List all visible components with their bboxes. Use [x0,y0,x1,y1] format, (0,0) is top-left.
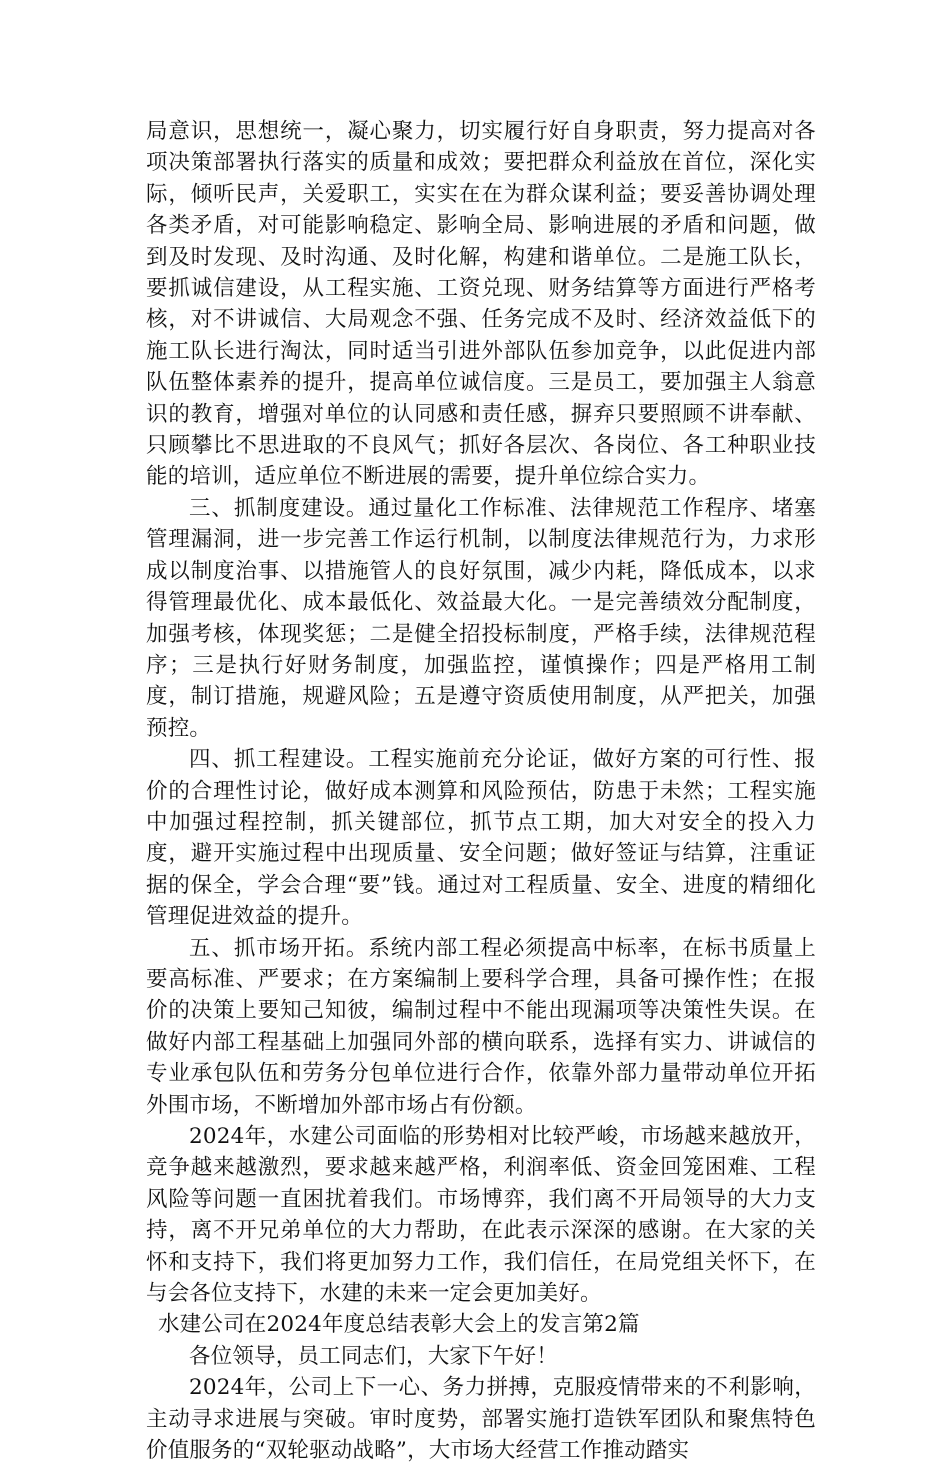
paragraph-2024-review: 2024年，公司上下一心、务力拼搏，克服疫情带来的不利影响，主动寻求进展与突破。审时度势，部署实施打造铁军团队和聚焦特色价值服务的“双轮驱动战略”，大市场大经营工作推动踏实 [146,1375,816,1464]
paragraph-greeting: 各位领导，员工同志们，大家下午好！ [189,1343,558,1369]
paragraph-2024-outlook: 2024年，水建公司面临的形势相对比较严峻，市场越来越放开，竞争越来越激烈，要求越来越严格，利润率低、资金回笼困难、工程风险等问题一直困扰着我们。市场博弈，我们离不开局领导的大力支持，离不开兄弟单位的大力帮助，在此表示深深的感谢。在大家的关怀和支持下，我们将更加努力工作，我们信任，在局党组关怀下，在与会各位支持下，水建的未来一定会更加美好。 [146,1124,816,1307]
document-body [146,116,816,1466]
section-heading: 水建公司在2024年度总结表彰大会上的发言第2篇 [158,1312,640,1338]
paragraph-engineering-building: 四、抓工程建设。工程实施前充分论证，做好方案的可行性、报价的合理性讨论，做好成本测算和风险预估，防患于未然；工程实施中加强过程控制，抓关键部位，抓节点工期，加大对安全的投入力度，避开实施过程中出现质量、安全问题；做好签证与结算，注重证据的保全，学会合理“要”钱。通过对工程质量、安全、进度的精细化管理促进效益的提升。 [146,747,816,930]
paragraph-market-expansion: 五、抓市场开拓。系统内部工程必须提高中标率，在标书质量上要高标准、严要求；在方案编制上要科学合理，具备可操作性；在报价的决策上要知己知彼，编制过程中不能出现漏项等决策性失误。在做好内部工程基础上加强同外部的横向联系，选择有实力、讲诚信的专业承包队伍和劳务分包单位进行合作，依靠外部力量带动单位开拓外围市场，不断增加外部市场占有份额。 [146,935,816,1118]
paragraph-continuation: 局意识，思想统一，凝心聚力，切实履行好自身职责，努力提高对各项决策部署执行落实的质量和成效；要把群众利益放在首位，深化实际，倾听民声，关爱职工，实实在在为群众谋利益；要妥善协调处理各类矛盾，对可能影响稳定、影响全局、影响进展的矛盾和问题，做到及时发现、及时沟通、及时化解，构建和谐单位。二是施工队长，要抓诚信建设，从工程实施、工资兑现、财务结算等方面进行严格考核，对不讲诚信、大局观念不强、任务完成不及时、经济效益低下的施工队长进行淘汰，同时适当引进外部队伍参加竞争，以此促进内部队伍整体素养的提升，提高单位诚信度。三是员工，要加强主人翁意识的教育，增强对单位的认同感和责任感，摒弃只要照顾不讲奉献、只顾攀比不思进取的不良风气；抓好各层次、各岗位、各工种职业技能的培训，适应单位不断进展的需要，提升单位综合实力。 [146,119,816,490]
paragraph-system-building: 三、抓制度建设。通过量化工作标准、法律规范工作程序、堵塞管理漏洞，进一步完善工作运行机制，以制度法律规范行为，力求形成以制度治事、以措施管人的良好氛围，减少内耗，降低成本，以求得管理最优化、成本最低化、效益最大化。一是完善绩效分配制度，加强考核，体现奖惩；二是健全招投标制度，严格手续，法律规范程序；三是执行好财务制度，加强监控，谨慎操作；四是严格用工制度，制订措施，规避风险；五是遵守资质使用制度，从严把关，加强预控。 [146,495,816,741]
